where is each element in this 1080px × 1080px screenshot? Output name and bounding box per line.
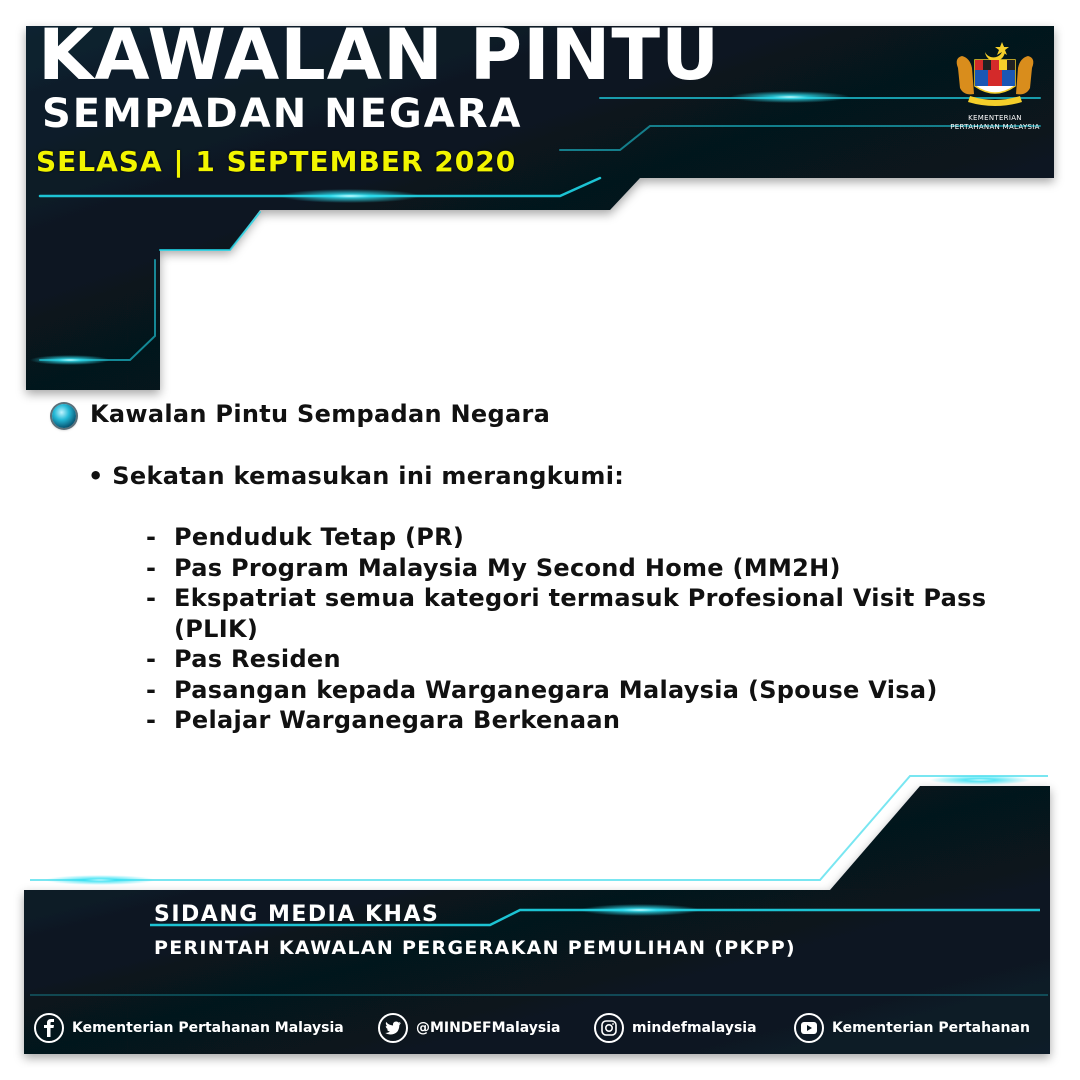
youtube-icon xyxy=(794,1013,824,1043)
footer-subtitle: PERINTAH KAWALAN PERGERAKAN PEMULIHAN (PKPP) xyxy=(154,937,796,959)
list-item-text: Pas Residen xyxy=(174,645,341,673)
sub-bullet: • Sekatan kemasukan ini merangkumi: xyxy=(88,462,625,490)
dash-marker: - xyxy=(146,523,157,551)
bottom-glow-2 xyxy=(45,875,155,885)
twitter-label: @MINDEFMalaysia xyxy=(416,1020,561,1036)
heading-bullet-icon xyxy=(52,404,76,428)
social-youtube[interactable] xyxy=(794,1011,1030,1045)
instagram-label: mindefmalaysia xyxy=(632,1020,757,1036)
dash-marker: - xyxy=(146,706,157,734)
dash-marker: - xyxy=(146,645,157,673)
title-line-1: KAWALAN PINTU xyxy=(38,14,721,96)
list-item-text: Pas Program Malaysia My Second Home (MM2H) xyxy=(174,553,841,582)
list-item xyxy=(146,675,1046,706)
list-item xyxy=(146,522,1046,553)
instagram-icon xyxy=(594,1013,624,1043)
list-item-text: Ekspatriat semua kategori termasuk Profesional Visit Pass (PLIK) xyxy=(174,584,987,643)
twitter-icon xyxy=(378,1013,408,1043)
list-item-text: Penduduk Tetap (PR) xyxy=(174,523,465,551)
list-item xyxy=(146,644,1046,675)
facebook-label: Kementerian Pertahanan Malaysia xyxy=(72,1020,344,1036)
date-line: SELASA | 1 SEPTEMBER 2020 xyxy=(36,145,517,178)
social-instagram[interactable] xyxy=(594,1011,757,1045)
bottom-glow-3 xyxy=(580,904,700,916)
list-item-text: Pasangan kepada Warganegara Malaysia (Spouse Visa) xyxy=(174,675,938,704)
malaysia-coat-of-arms-icon xyxy=(950,38,1040,110)
dash-marker: - xyxy=(146,675,157,704)
list-item xyxy=(146,705,1046,736)
section-heading: Kawalan Pintu Sempadan Negara xyxy=(90,400,551,428)
top-glow-2 xyxy=(280,189,420,203)
list-item xyxy=(146,583,1046,644)
youtube-label: Kementerian Pertahanan xyxy=(832,1020,1030,1036)
dash-marker: - xyxy=(146,584,157,612)
logo-text-line-2: PERTAHANAN MALAYSIA xyxy=(950,122,1040,131)
facebook-icon xyxy=(34,1013,64,1043)
list-item xyxy=(146,553,1046,584)
top-glow-1 xyxy=(730,91,850,103)
ministry-logo xyxy=(944,38,1046,132)
title-line-2: SEMPADAN NEGARA xyxy=(42,91,523,137)
social-facebook[interactable] xyxy=(34,1011,344,1045)
top-glow-3 xyxy=(30,355,110,365)
social-twitter[interactable] xyxy=(378,1011,561,1045)
logo-text-line-1: KEMENTERIAN xyxy=(968,114,1022,122)
dash-marker: - xyxy=(146,553,157,582)
footer-title: SIDANG MEDIA KHAS xyxy=(154,902,440,927)
restriction-list xyxy=(146,522,1046,736)
bottom-glow-1 xyxy=(930,775,1030,785)
list-item-text: Pelajar Warganegara Berkenaan xyxy=(174,706,621,734)
